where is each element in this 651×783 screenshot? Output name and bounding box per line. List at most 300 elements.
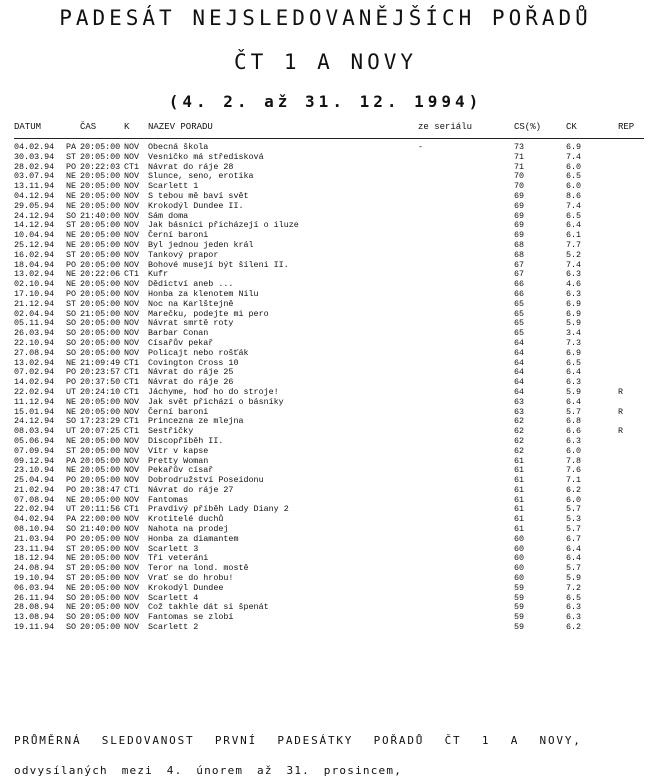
cell-nazev: Vítr v kapse: [148, 445, 209, 456]
cell-serial: [418, 594, 514, 604]
column-header-serial: ze seriálu: [418, 122, 473, 132]
cell-cs: 69: [514, 210, 525, 221]
cell-nazev: Návrat do ráje 27: [148, 484, 234, 495]
cell-datum: 15.01.94: [14, 406, 55, 417]
cell-cs: 63: [514, 406, 525, 417]
cell-rep: [618, 143, 644, 153]
cell-serial: [418, 329, 514, 339]
ratings-table-body: [14, 143, 644, 633]
cell-den: PO: [66, 288, 77, 299]
header-rule: [14, 138, 644, 139]
cell-serial: [418, 261, 514, 271]
cell-nazev: Tankový prapor: [148, 249, 219, 260]
cell-rep: [618, 319, 644, 329]
cell-cs: 61: [514, 465, 525, 476]
cell-serial: [418, 584, 514, 594]
cell-ck: 6.4: [566, 396, 582, 407]
cell-cas: 20:05:00: [80, 171, 121, 182]
cell-datum: 03.07.94: [14, 171, 55, 182]
cell-cas: 20:05:00: [80, 298, 121, 309]
cell-ck: 6.3: [566, 602, 582, 613]
cell-den: NE: [66, 269, 77, 280]
cell-rep: [618, 613, 644, 623]
cell-nazev: Což takhle dát si špenát: [148, 602, 269, 613]
cell-ck: 5.9: [566, 318, 582, 329]
cell-datum: 21.03.94: [14, 533, 55, 544]
cell-cas: 20:38:47: [80, 484, 121, 495]
cell-cas: 20:05:00: [80, 435, 121, 446]
cell-datum: 02.04.94: [14, 308, 55, 319]
cell-ck: 6.7: [566, 533, 582, 544]
cell-serial: [418, 574, 514, 584]
ratings-table: [14, 143, 644, 633]
cell-rep: [618, 251, 644, 261]
cell-datum: 11.12.94: [14, 396, 55, 407]
cell-ck: 6.2: [566, 622, 582, 633]
cell-ck: 6.1: [566, 230, 582, 241]
cell-nazev: Marečku, podejte mi pero: [148, 308, 269, 319]
cell-den: NE: [66, 279, 77, 290]
cell-serial: [418, 545, 514, 555]
cell-ck: 6.2: [566, 484, 582, 495]
cell-k: NOV: [124, 298, 140, 309]
cell-cas: 21:40:00: [80, 210, 121, 221]
cell-k: NOV: [124, 396, 140, 407]
cell-serial: [418, 486, 514, 496]
cell-serial: [418, 417, 514, 427]
cell-datum: 17.10.94: [14, 288, 55, 299]
cell-nazev: Nahota na prodej: [148, 524, 229, 535]
cell-ck: 5.3: [566, 514, 582, 525]
cell-den: NE: [66, 406, 77, 417]
cell-ck: 4.6: [566, 279, 582, 290]
cell-k: NOV: [124, 181, 140, 192]
cell-serial: [418, 525, 514, 535]
cell-cs: 60: [514, 533, 525, 544]
cell-k: NOV: [124, 455, 140, 466]
cell-cas: 20:05:00: [80, 406, 121, 417]
cell-nazev: Krokodýl Dundee II.: [148, 200, 244, 211]
cell-cs: 63: [514, 396, 525, 407]
cell-den: ST: [66, 445, 77, 456]
cell-rep: [618, 212, 644, 222]
cell-den: ST: [66, 249, 77, 260]
cell-datum: 24.12.94: [14, 210, 55, 221]
table-header: [14, 122, 644, 133]
cell-serial: [418, 300, 514, 310]
cell-ck: 6.9: [566, 347, 582, 358]
column-header-ck: CK: [566, 122, 577, 132]
cell-den: SO: [66, 592, 77, 603]
cell-cs: 61: [514, 494, 525, 505]
cell-k: NOV: [124, 533, 140, 544]
cell-cs: 61: [514, 455, 525, 466]
cell-cas: 20:05:00: [80, 200, 121, 211]
cell-ck: 7.6: [566, 465, 582, 476]
cell-serial: [418, 270, 514, 280]
cell-ck: 6.4: [566, 553, 582, 564]
cell-k: NOV: [124, 328, 140, 339]
cell-k: NOV: [124, 592, 140, 603]
cell-cas: 20:05:00: [80, 622, 121, 633]
cell-cs: 62: [514, 445, 525, 456]
cell-nazev: Vrať se do hrobu!: [148, 573, 234, 584]
cell-nazev: Fantomas se zlobí: [148, 612, 234, 623]
cell-rep: [618, 437, 644, 447]
cell-k: CT1: [124, 416, 140, 427]
cell-cas: 20:05:00: [80, 612, 121, 623]
cell-cs: 65: [514, 328, 525, 339]
cell-cs: 59: [514, 612, 525, 623]
cell-ck: 7.7: [566, 239, 582, 250]
cell-ck: 6.0: [566, 445, 582, 456]
cell-k: NOV: [124, 553, 140, 564]
cell-cs: 61: [514, 504, 525, 515]
cell-cs: 59: [514, 622, 525, 633]
cell-datum: 25.04.94: [14, 475, 55, 486]
cell-cas: 20:05:00: [80, 445, 121, 456]
cell-nazev: Bohové musejí být šíleni II.: [148, 259, 289, 270]
cell-den: NE: [66, 435, 77, 446]
cell-cs: 61: [514, 524, 525, 535]
cell-nazev: Teror na lond. mostě: [148, 563, 249, 574]
cell-serial: [418, 505, 514, 515]
cell-cs: 60: [514, 543, 525, 554]
cell-serial: [418, 251, 514, 261]
cell-serial: [418, 388, 514, 398]
cell-datum: 25.12.94: [14, 239, 55, 250]
cell-cas: 20:24:10: [80, 386, 121, 397]
cell-datum: 28.02.94: [14, 161, 55, 172]
cell-cas: 20:05:00: [80, 396, 121, 407]
cell-k: NOV: [124, 151, 140, 162]
cell-datum: 23.11.94: [14, 543, 55, 554]
cell-k: CT1: [124, 161, 140, 172]
cell-cas: 20:05:00: [80, 190, 121, 201]
cell-ck: 6.3: [566, 435, 582, 446]
cell-cas: 20:11:56: [80, 504, 121, 515]
cell-datum: 07.08.94: [14, 494, 55, 505]
cell-cs: 62: [514, 426, 525, 437]
cell-cs: 69: [514, 190, 525, 201]
cell-cas: 20:22:06: [80, 269, 121, 280]
cell-cs: 68: [514, 249, 525, 260]
cell-den: SO: [66, 328, 77, 339]
cell-serial: [418, 408, 514, 418]
cell-k: CT1: [124, 504, 140, 515]
cell-den: PO: [66, 377, 77, 388]
cell-rep: [618, 457, 644, 467]
cell-rep: [618, 574, 644, 584]
cell-rep: [618, 270, 644, 280]
cell-cas: 20:05:00: [80, 553, 121, 564]
cell-datum: 30.03.94: [14, 151, 55, 162]
cell-cs: 67: [514, 269, 525, 280]
cell-ck: 5.9: [566, 386, 582, 397]
cell-serial: [418, 437, 514, 447]
cell-cas: 20:05:00: [80, 465, 121, 476]
cell-cs: 59: [514, 602, 525, 613]
cell-k: NOV: [124, 406, 140, 417]
cell-k: NOV: [124, 465, 140, 476]
cell-rep: [618, 241, 644, 251]
cell-cas: 20:22:03: [80, 161, 121, 172]
cell-cas: 20:05:00: [80, 318, 121, 329]
cell-datum: 18.12.94: [14, 553, 55, 564]
cell-den: PO: [66, 475, 77, 486]
cell-rep: R: [618, 386, 624, 397]
cell-nazev: Policajt nebo rošťák: [148, 347, 249, 358]
cell-k: NOV: [124, 220, 140, 231]
cell-den: UT: [66, 426, 77, 437]
cell-cs: 64: [514, 367, 525, 378]
cell-cas: 20:05:00: [80, 582, 121, 593]
cell-den: NE: [66, 396, 77, 407]
cell-den: ST: [66, 298, 77, 309]
cell-cs: 66: [514, 279, 525, 290]
cell-rep: [618, 476, 644, 486]
cell-den: ST: [66, 563, 77, 574]
cell-k: NOV: [124, 524, 140, 535]
cell-cas: 20:05:00: [80, 455, 121, 466]
cell-rep: [618, 535, 644, 545]
cell-ck: 6.5: [566, 210, 582, 221]
cell-cs: 64: [514, 386, 525, 397]
cell-nazev: Covington Cross 10: [148, 357, 239, 368]
cell-cs: 65: [514, 298, 525, 309]
cell-k: CT1: [124, 484, 140, 495]
cell-k: NOV: [124, 308, 140, 319]
cell-ck: 7.4: [566, 200, 582, 211]
cell-serial: -: [418, 142, 424, 152]
cell-datum: 10.04.94: [14, 230, 55, 241]
cell-k: NOV: [124, 475, 140, 486]
cell-datum: 07.09.94: [14, 445, 55, 456]
column-header-nazev: NAZEV PORADU: [148, 122, 213, 132]
cell-ck: 6.3: [566, 269, 582, 280]
cell-datum: 07.02.94: [14, 367, 55, 378]
cell-nazev: Návrat do ráje 25: [148, 367, 234, 378]
cell-serial: [418, 613, 514, 623]
cell-serial: [418, 368, 514, 378]
cell-nazev: Scarlett 1: [148, 181, 199, 192]
cell-k: CT1: [124, 426, 140, 437]
cell-datum: 21.12.94: [14, 298, 55, 309]
cell-cas: 20:05:00: [80, 151, 121, 162]
cell-nazev: S tebou mě baví svět: [148, 190, 249, 201]
cell-nazev: Krokodýl Dundee: [148, 582, 224, 593]
cell-datum: 05.11.94: [14, 318, 55, 329]
cell-den: SO: [66, 622, 77, 633]
cell-cas: 20:05:00: [80, 328, 121, 339]
cell-k: NOV: [124, 249, 140, 260]
cell-datum: 02.10.94: [14, 279, 55, 290]
cell-nazev: Císařův pekař: [148, 337, 214, 348]
cell-serial: [418, 427, 514, 437]
cell-cs: 60: [514, 563, 525, 574]
cell-ck: 6.6: [566, 426, 582, 437]
cell-datum: 24.08.94: [14, 563, 55, 574]
cell-k: NOV: [124, 230, 140, 241]
cell-serial: [418, 212, 514, 222]
cell-cas: 17:23:29: [80, 416, 121, 427]
cell-rep: [618, 466, 644, 476]
cell-datum: 18.04.94: [14, 259, 55, 270]
cell-serial: [418, 241, 514, 251]
cell-nazev: Krotitelé duchů: [148, 514, 224, 525]
cell-den: SO: [66, 612, 77, 623]
cell-cs: 59: [514, 592, 525, 603]
cell-den: NE: [66, 230, 77, 241]
cell-k: NOV: [124, 337, 140, 348]
cell-k: NOV: [124, 543, 140, 554]
cell-den: PA: [66, 455, 77, 466]
cell-ck: 6.4: [566, 543, 582, 554]
cell-rep: [618, 172, 644, 182]
cell-rep: [618, 202, 644, 212]
column-header-k: K: [124, 122, 130, 132]
cell-k: NOV: [124, 279, 140, 290]
cell-den: NE: [66, 357, 77, 368]
cell-datum: 22.02.94: [14, 386, 55, 397]
cell-ck: 7.8: [566, 455, 582, 466]
cell-nazev: Tři veteráni: [148, 553, 209, 564]
cell-cas: 22:00:00: [80, 514, 121, 525]
cell-cs: 73: [514, 142, 525, 152]
cell-rep: R: [618, 406, 624, 417]
cell-rep: R: [618, 426, 624, 437]
cell-cas: 20:05:00: [80, 347, 121, 358]
cell-ck: 6.5: [566, 171, 582, 182]
cell-serial: [418, 466, 514, 476]
cell-ck: 8.6: [566, 190, 582, 201]
cell-nazev: Sám doma: [148, 210, 189, 221]
cell-nazev: Scarlett 2: [148, 622, 199, 633]
cell-nazev: Byl jednou jeden král: [148, 239, 254, 250]
cell-rep: [618, 221, 644, 231]
cell-den: NE: [66, 181, 77, 192]
cell-datum: 13.02.94: [14, 269, 55, 280]
cell-ck: 6.0: [566, 161, 582, 172]
cell-cs: 60: [514, 573, 525, 584]
cell-ck: 5.7: [566, 406, 582, 417]
cell-nazev: Kufr: [148, 269, 169, 280]
cell-serial: [418, 564, 514, 574]
cell-cs: 64: [514, 347, 525, 358]
cell-cs: 59: [514, 582, 525, 593]
cell-cs: 64: [514, 357, 525, 368]
cell-den: PO: [66, 484, 77, 495]
cell-den: PO: [66, 259, 77, 270]
cell-rep: [618, 231, 644, 241]
cell-rep: [618, 623, 644, 633]
cell-serial: [418, 182, 514, 192]
cell-rep: [618, 447, 644, 457]
cell-rep: [618, 525, 644, 535]
cell-cs: 62: [514, 416, 525, 427]
cell-ck: 6.9: [566, 142, 582, 152]
cell-serial: [418, 290, 514, 300]
cell-ck: 6.9: [566, 308, 582, 319]
cell-den: PA: [66, 514, 77, 525]
cell-rep: [618, 339, 644, 349]
cell-cs: 71: [514, 161, 525, 172]
cell-cas: 20:05:00: [80, 533, 121, 544]
cell-den: NE: [66, 239, 77, 250]
cell-serial: [418, 221, 514, 231]
cell-serial: [418, 359, 514, 369]
cell-den: PO: [66, 161, 77, 172]
cell-den: SO: [66, 210, 77, 221]
cell-cas: 20:05:00: [80, 337, 121, 348]
cell-ck: 7.2: [566, 582, 582, 593]
cell-nazev: Fantomas: [148, 494, 189, 505]
cell-rep: [618, 594, 644, 604]
cell-serial: [418, 603, 514, 613]
cell-k: NOV: [124, 622, 140, 633]
cell-k: NOV: [124, 573, 140, 584]
cell-serial: [418, 280, 514, 290]
cell-datum: 04.02.94: [14, 514, 55, 525]
cell-serial: [418, 535, 514, 545]
cell-rep: [618, 564, 644, 574]
cell-datum: 14.12.94: [14, 220, 55, 231]
cell-den: UT: [66, 386, 77, 397]
cell-ck: 3.4: [566, 328, 582, 339]
cell-cas: 20:05:00: [80, 142, 121, 152]
cell-serial: [418, 202, 514, 212]
cell-den: NE: [66, 200, 77, 211]
cell-rep: [618, 368, 644, 378]
cell-den: SO: [66, 308, 77, 319]
cell-cs: 71: [514, 151, 525, 162]
cell-datum: 16.02.94: [14, 249, 55, 260]
cell-den: PO: [66, 367, 77, 378]
cell-cas: 20:05:00: [80, 279, 121, 290]
cell-datum: 05.06.94: [14, 435, 55, 446]
cell-rep: [618, 192, 644, 202]
cell-cas: 21:40:00: [80, 524, 121, 535]
cell-nazev: Discopříběh II.: [148, 435, 224, 446]
date-range: (4. 2. až 31. 12. 1994): [168, 92, 483, 111]
cell-datum: 04.02.94: [14, 142, 55, 152]
cell-serial: [418, 447, 514, 457]
cell-rep: [618, 584, 644, 594]
cell-nazev: Černí baroni: [148, 230, 209, 241]
cell-datum: 09.12.94: [14, 455, 55, 466]
column-header-cas: ČAS: [80, 122, 97, 132]
cell-ck: 6.5: [566, 592, 582, 603]
cell-ck: 6.3: [566, 377, 582, 388]
cell-nazev: Noc na Karlštejně: [148, 298, 234, 309]
cell-serial: [418, 515, 514, 525]
cell-den: PA: [66, 142, 77, 152]
cell-k: NOV: [124, 142, 140, 152]
cell-nazev: Jáchyme, hoď ho do stroje!: [148, 386, 279, 397]
cell-cs: 61: [514, 514, 525, 525]
cell-den: SO: [66, 318, 77, 329]
cell-ck: 6.0: [566, 181, 582, 192]
cell-k: NOV: [124, 445, 140, 456]
cell-k: NOV: [124, 171, 140, 182]
cell-k: CT1: [124, 377, 140, 388]
cell-k: NOV: [124, 200, 140, 211]
cell-datum: 21.02.94: [14, 484, 55, 495]
cell-rep: [618, 280, 644, 290]
cell-cas: 20:05:00: [80, 602, 121, 613]
cell-k: NOV: [124, 514, 140, 525]
cell-k: CT1: [124, 386, 140, 397]
